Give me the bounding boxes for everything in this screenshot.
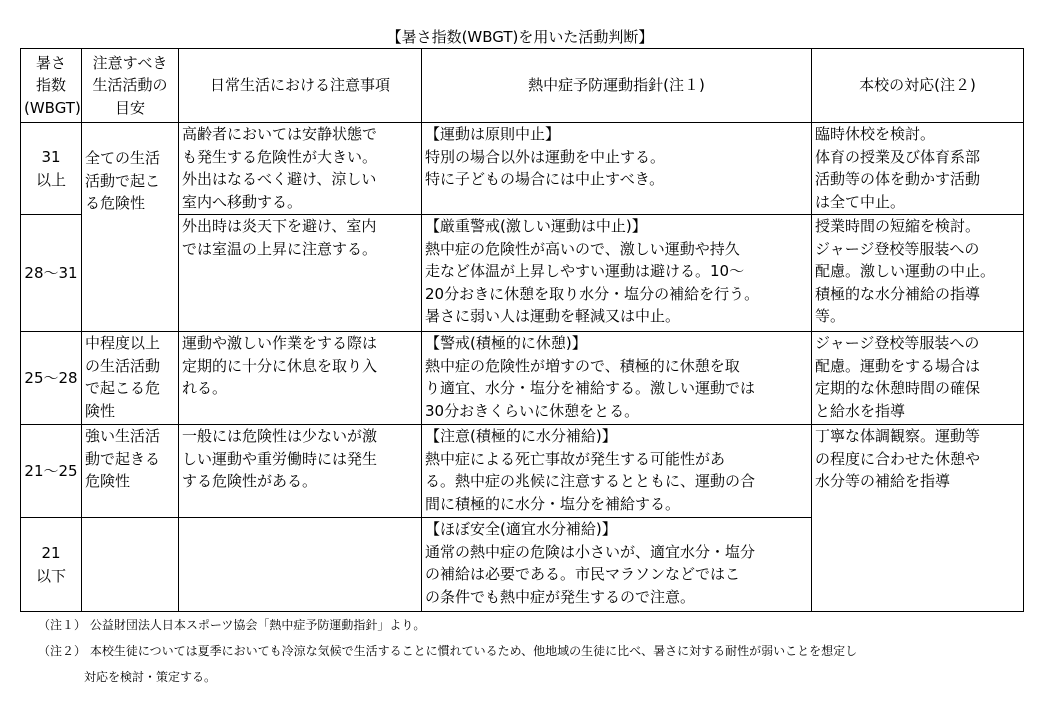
footnote-2-label: （注２）: [38, 644, 87, 658]
school-28-31: [812, 215, 1024, 332]
school-line: 配慮。運動をする場合は: [815, 356, 981, 375]
wbgt-value: 以上: [35, 170, 66, 189]
guideline-25-28: [422, 332, 812, 425]
daily-line: 外出時は炎天下を避け、室内: [182, 217, 377, 235]
wbgt-21-below: [21, 518, 82, 612]
guideline-line: の補給は必要である。市民マラソンなどではこ: [425, 565, 741, 583]
footnote-1-text: 公益財団法人日本スポーツ協会「熱中症予防運動指針」より。: [89, 618, 426, 632]
school-line: と給水を指導: [815, 401, 906, 420]
category-line: 危険性: [85, 472, 131, 490]
daily-line: 室内へ移動する。: [182, 192, 303, 211]
guideline-line: 【厳重警戒(激しい運動は中止)】: [425, 217, 647, 235]
table-row-21-25: [21, 425, 1024, 518]
daily-line: しい運動や重労働時には発生: [182, 449, 378, 468]
school-line: 配慮。激しい運動の中止。: [815, 262, 996, 280]
school-line: 体育の授業及び体育系部: [815, 147, 981, 166]
daily-line: れる。: [182, 379, 228, 397]
guideline-line: の条件でも熱中症が発生するので注意。: [425, 587, 696, 606]
wbgt-value: 21: [41, 544, 61, 562]
header-wbgt: [21, 49, 82, 123]
guideline-line: 【警戒(積極的に休憩)】: [425, 334, 587, 352]
guideline-line: 【注意(積極的に水分補給)】: [425, 427, 617, 445]
guideline-line: 熱中症による死亡事故が発生する可能性があ: [425, 449, 726, 468]
guideline-line: 特別の場合以外は運動を中止する。: [425, 147, 666, 166]
daily-line: 一般には危険性は少ないが激: [182, 427, 378, 445]
daily-line: する危険性がある。: [182, 472, 318, 490]
category-line: る危険性: [85, 194, 146, 212]
guideline-line: 走など体温が上昇しやすい運動は避ける。10～: [425, 262, 745, 280]
category-line: 険性: [85, 401, 116, 420]
guideline-line: 通常の熱中症の危険は小さいが、適宜水分・塩分: [425, 542, 756, 561]
school-21-25: [812, 425, 1024, 612]
wbgt-activity-table: [20, 48, 1024, 612]
guideline-line: る。熱中症の兆候に注意するとともに、運動の合: [425, 472, 756, 490]
header-wbgt-line: (WBGT): [24, 98, 81, 117]
wbgt-value: 25～28: [24, 368, 78, 387]
wbgt-31-plus: [21, 123, 82, 215]
header-guideline: [422, 49, 812, 123]
category-line: 動で起きる: [85, 449, 161, 468]
footnotes: [38, 612, 1028, 690]
guideline-31-plus: [422, 123, 812, 215]
school-line: 授業時間の短縮を検討。: [815, 217, 981, 235]
table-row-25-28: [21, 332, 1024, 425]
daily-25-28: [179, 332, 422, 425]
category-line: 中程度以上: [85, 334, 161, 352]
category-line: で起こる危: [85, 379, 161, 397]
guideline-21-25: [422, 425, 812, 518]
guideline-line: 間に積極的に水分・塩分を補給する。: [425, 494, 681, 513]
category-line: の生活活動: [85, 356, 161, 375]
school-line: 臨時休校を検討。: [815, 125, 936, 143]
header-wbgt-line: 暑さ: [35, 53, 66, 72]
guideline-21-below: [422, 518, 812, 612]
guideline-line: 熱中症の危険性が高いので、激しい運動や持久: [425, 239, 740, 258]
wbgt-value: 28～31: [24, 263, 78, 282]
wbgt-value: 31: [41, 148, 61, 166]
school-line: 等。: [815, 307, 846, 325]
footnote-1: [38, 612, 1028, 638]
guideline-line: 熱中症の危険性が増すので、積極的に休憩を取: [425, 356, 740, 375]
header-wbgt-line: 指数: [35, 76, 66, 95]
guideline-line: 【ほぼ安全(適宜水分補給)】: [425, 520, 617, 538]
school-25-28: [812, 332, 1024, 425]
school-line: は全て中止。: [815, 192, 906, 211]
category-moderate: [82, 332, 179, 425]
header-category: [82, 49, 179, 123]
header-daily: [179, 49, 422, 123]
guideline-line: 20分おきに休憩を取り水分・塩分の補給を行う。: [425, 284, 760, 303]
footnote-2-text: 本校生徒については夏季においても冷涼な気候で生活することに慣れているため、他地域の生徒に比べ、暑さに対する耐性が弱いことを想定し: [89, 644, 858, 658]
footnote-2-continued: 対応を検討・策定する。: [84, 670, 217, 684]
table-row-31-plus: [21, 123, 1024, 215]
category-all-activities: [82, 123, 179, 332]
daily-line: では室温の上昇に注意する。: [182, 239, 378, 258]
page-title: 【暑さ指数(WBGT)を用いた活動判断】: [386, 28, 654, 46]
daily-31-plus: [179, 123, 422, 215]
school-line: 積極的な水分補給の指導: [815, 284, 981, 303]
guideline-28-31: [422, 215, 812, 332]
daily-line: 高齢者においては安静状態で: [182, 125, 378, 143]
table-header-row: [21, 49, 1024, 123]
daily-28-31: [179, 215, 422, 332]
daily-line: も発生する危険性が大きい。: [182, 147, 378, 166]
category-strong: [82, 425, 179, 518]
guideline-line: 【運動は原則中止】: [425, 125, 561, 143]
guideline-line: り適宜、水分・塩分を補給する。激しい運動では: [425, 379, 756, 397]
wbgt-value: 以下: [35, 566, 66, 585]
category-empty: [82, 518, 179, 612]
school-line: 丁寧な体調観察。運動等: [815, 427, 981, 445]
guideline-line: 30分おきくらいに休憩をとる。: [425, 401, 640, 420]
category-line: 強い生活活: [85, 427, 161, 445]
guideline-line: 暑さに弱い人は運動を軽減又は中止。: [425, 307, 681, 325]
daily-line: 定期的に十分に休息を取り入: [182, 356, 378, 375]
header-guideline-label: 熱中症予防運動指針(注１): [528, 76, 705, 95]
wbgt-21-25: [21, 425, 82, 518]
daily-line: 運動や激しい作業をする際は: [182, 334, 378, 352]
school-line: 水分等の補給を指導: [815, 472, 951, 490]
wbgt-25-28: [21, 332, 82, 425]
category-line: 全ての生活: [85, 149, 161, 167]
header-school-label: 本校の対応(注２): [859, 76, 976, 95]
daily-line: 外出はなるべく避け、涼しい: [182, 170, 377, 188]
header-category-line: 注意すべき: [92, 53, 168, 72]
school-line: 活動等の体を動かす活動: [815, 170, 981, 188]
wbgt-28-31: [21, 215, 82, 332]
school-line: ジャージ登校等服装への: [815, 239, 980, 258]
header-category-line: 生活活動の: [92, 76, 168, 95]
footnote-2: [38, 638, 1028, 664]
guideline-line: 特に子どもの場合には中止すべき。: [425, 170, 665, 188]
school-31-plus: [812, 123, 1024, 215]
school-line: 定期的な休憩時間の確保: [815, 379, 981, 397]
wbgt-value: 21～25: [24, 461, 78, 480]
category-line: 活動で起こ: [85, 171, 161, 190]
footnote-1-label: （注１）: [38, 618, 87, 632]
header-school: [812, 49, 1024, 123]
daily-empty: [179, 518, 422, 612]
header-daily-label: 日常生活における注意事項: [209, 76, 390, 95]
school-line: ジャージ登校等服装への: [815, 334, 980, 352]
header-category-line: 目安: [114, 98, 145, 117]
daily-21-25: [179, 425, 422, 518]
school-line: の程度に合わせた休憩や: [815, 449, 981, 468]
